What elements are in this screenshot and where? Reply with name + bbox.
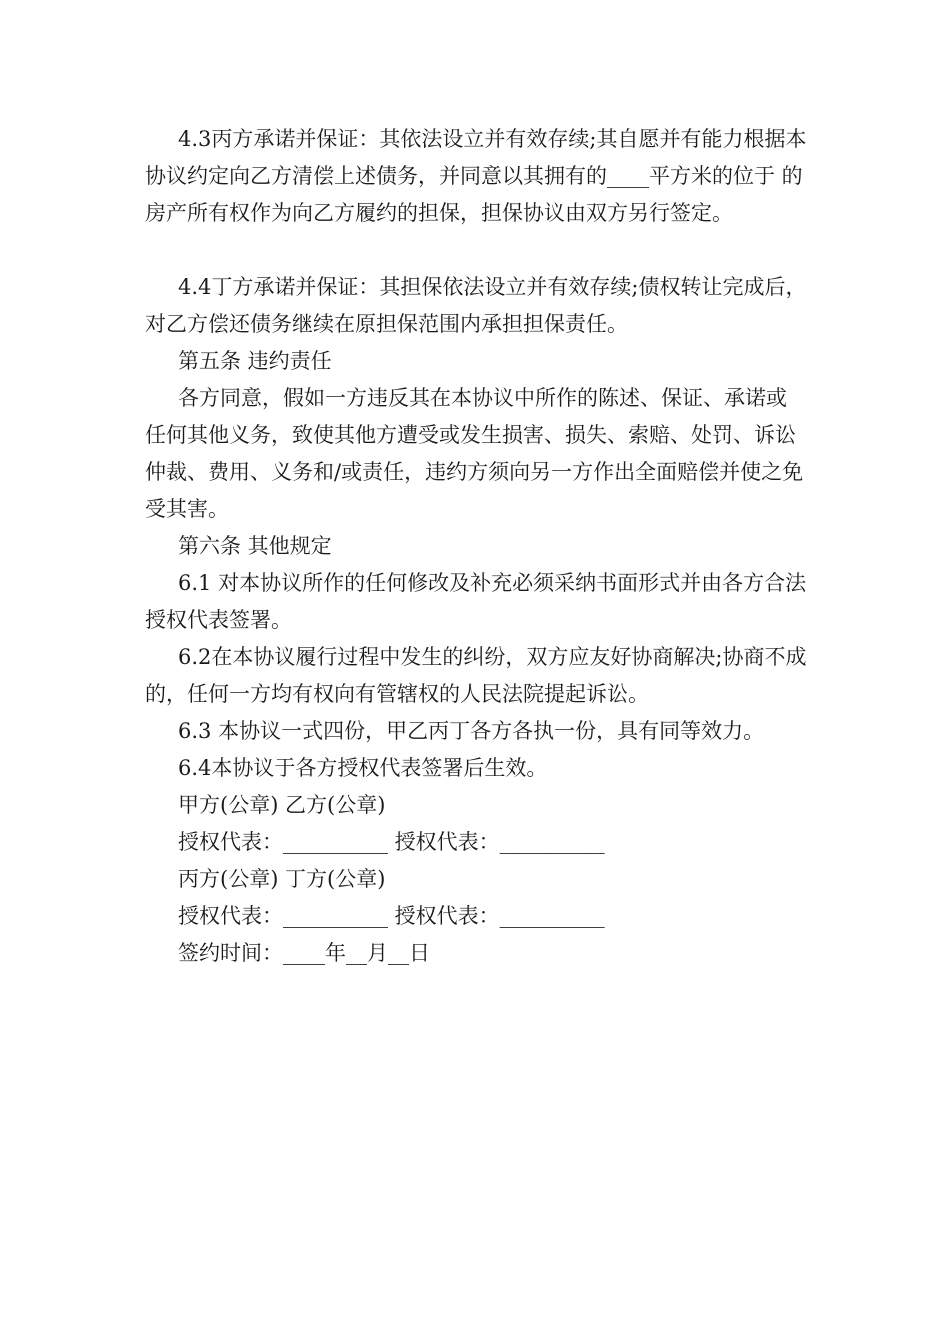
article-6-heading: 第六条 其他规定 [178,534,332,558]
signing-date: 签约时间：____年__月__日 [178,941,430,965]
article-5-heading: 第五条 违约责任 [178,349,332,373]
clause-4-4: 4.4丁方承诺并保证：其担保依法设立并有效存续;债权转让完成后，对乙方偿还债务继续在原担保范围内承担担保责任。 [145,275,807,336]
clause-6-3: 6.3 本协议一式四份，甲乙丙丁各方各执一份，具有同等效力。 [178,719,765,743]
signature-parties-cd: 丙方(公章) 丁方(公章) [178,867,386,891]
signature-representatives-cd: 授权代表：__________ 授权代表：__________ [178,904,605,928]
article-5-body: 各方同意，假如一方违反其在本协议中所作的陈述、保证、承诺或任何其他义务，致使其他方遭受或发生损害、损失、索赔、处罚、诉讼仲裁、费用、义务和/或责任，违约方须向另一方作出全面赔偿并使之免受其害。 [145,386,804,521]
clause-6-1: 6.1 对本协议所作的任何修改及补充必须采纳书面形式并由各方合法授权代表签署。 [145,571,807,632]
clause-4-3: 4.3丙方承诺并保证：其依法设立并有效存续;其自愿并有能力根据本协议约定向乙方清偿上述债务，并同意以其拥有的____平方米的位于 的房产所有权作为向乙方履约的担保，担保协议由双方另行签定。 [145,127,807,225]
clause-6-2: 6.2在本协议履行过程中发生的纠纷，双方应友好协商解决;协商不成的，任何一方均有权向有管辖权的人民法院提起诉讼。 [145,645,807,706]
clause-6-4: 6.4本协议于各方授权代表签署后生效。 [178,756,548,780]
signature-parties-ab: 甲方(公章) 乙方(公章) [178,793,386,817]
signature-representatives-ab: 授权代表：__________ 授权代表：__________ [178,830,605,854]
